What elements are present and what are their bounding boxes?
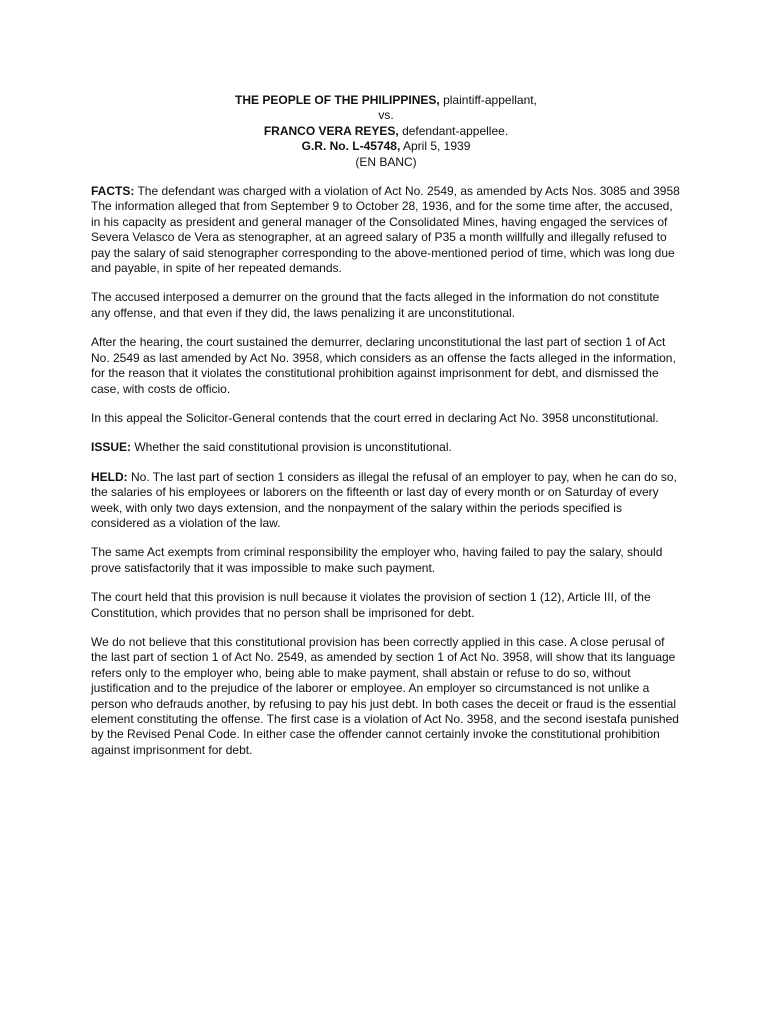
plaintiff-name: THE PEOPLE OF THE PHILIPPINES, <box>235 93 440 107</box>
decision-date: April 5, 1939 <box>400 139 471 154</box>
case-number-line <box>91 139 681 154</box>
held-text: No. The last part of section 1 considers as illegal the refusal of an employer to pay, when he can do so, the salaries of his employees or laborers on the fifteenth or last day of every month or on Saturday of every week, with only two days extension, and the nonpayment of the salary within the periods specified is considered as a violation of the law. <box>91 469 677 530</box>
issue-text: Whether the said constitutional provision is unconstitutional. <box>131 440 452 455</box>
demurrer-paragraph: The accused interposed a demurrer on the ground that the facts alleged in the information do not constitute any offense, and that even if they did, the laws penalizing it are unconstitutional. <box>91 290 660 320</box>
issue-label: ISSUE: <box>91 440 132 455</box>
defendant-name: FRANCO VERA REYES, <box>263 123 399 138</box>
null-provision-paragraph: The court held that this provision is null because it violates the provision of section 1 (12), Article III, of the Constitution, which provides that no person shall be imprisoned for debt. <box>91 590 651 620</box>
document-page <box>91 93 681 772</box>
held-label: HELD: <box>91 469 128 484</box>
division-line: (EN BANC) <box>355 154 417 169</box>
gr-number: G.R. No. L-45748, <box>301 139 401 154</box>
facts-text: The defendant was charged with a violation of Act No. 2549, as amended by Acts Nos. 3085 and 3958 The information alleged that from September 9 to October 28, 1936, and for the some time after, the accused, in his capacity as president and general manager of the Consolidated Mines, having engaged the services of Severa Velasco de Vera as stenographer, at an agreed salary of P35 a month willfully and illegally refused to pay the salary of said stenographer corresponding to the above-mentioned period of time, which was long due and payable, in spite of her repeated demands. <box>91 184 680 276</box>
issue-paragraph <box>91 440 681 455</box>
case-header <box>91 93 681 170</box>
appeal-paragraph: In this appeal the Solicitor-General contends that the court erred in declaring Act No. 3958 unconstitutional. <box>91 410 659 425</box>
facts-label: FACTS: <box>91 184 135 199</box>
plaintiff-role: plaintiff-appellant, <box>439 93 537 107</box>
plaintiff-line <box>91 93 681 108</box>
versus-line: vs. <box>378 108 394 123</box>
facts-paragraph <box>91 184 681 276</box>
defendant-role: defendant-appellee. <box>398 123 509 138</box>
closing-paragraph: We do not believe that this constitutional provision has been correctly applied in this case. A close perusal of the last part of section 1 of Act No. 2549, as amended by section 1 of Act No. 3958, will show that its language refers only to the employer who, being able to make payment, shall abstain or refuse to do so, without justification and to the prejudice of the laborer or employee. An employer so circumstanced is not unlike a person who defrauds another, by refusing to pay his just debt. In both cases the deceit or fraud is the essential element constituting the offense. The first case is a violation of Act No. 3958, and the second isestafa punished by the Revised Penal Code. In either case the offender cannot certainly invoke the constitutional prohibition against imprisonment for debt. <box>91 634 679 757</box>
exempts-paragraph: The same Act exempts from criminal responsibility the employer who, having failed to pay the salary, should prove satisfactorily that it was impossible to make such payment. <box>91 545 663 575</box>
defendant-line <box>91 124 681 139</box>
hearing-paragraph: After the hearing, the court sustained the demurrer, declaring unconstitutional the last part of section 1 of Act No. 2549 as last amended by Act No. 3958, which considers as an offense the facts alleged in the information, for the reason that it violates the constitutional prohibition against imprisonment for debt, and dismissed the case, with costs de officio. <box>91 335 676 396</box>
held-paragraph <box>91 470 681 532</box>
